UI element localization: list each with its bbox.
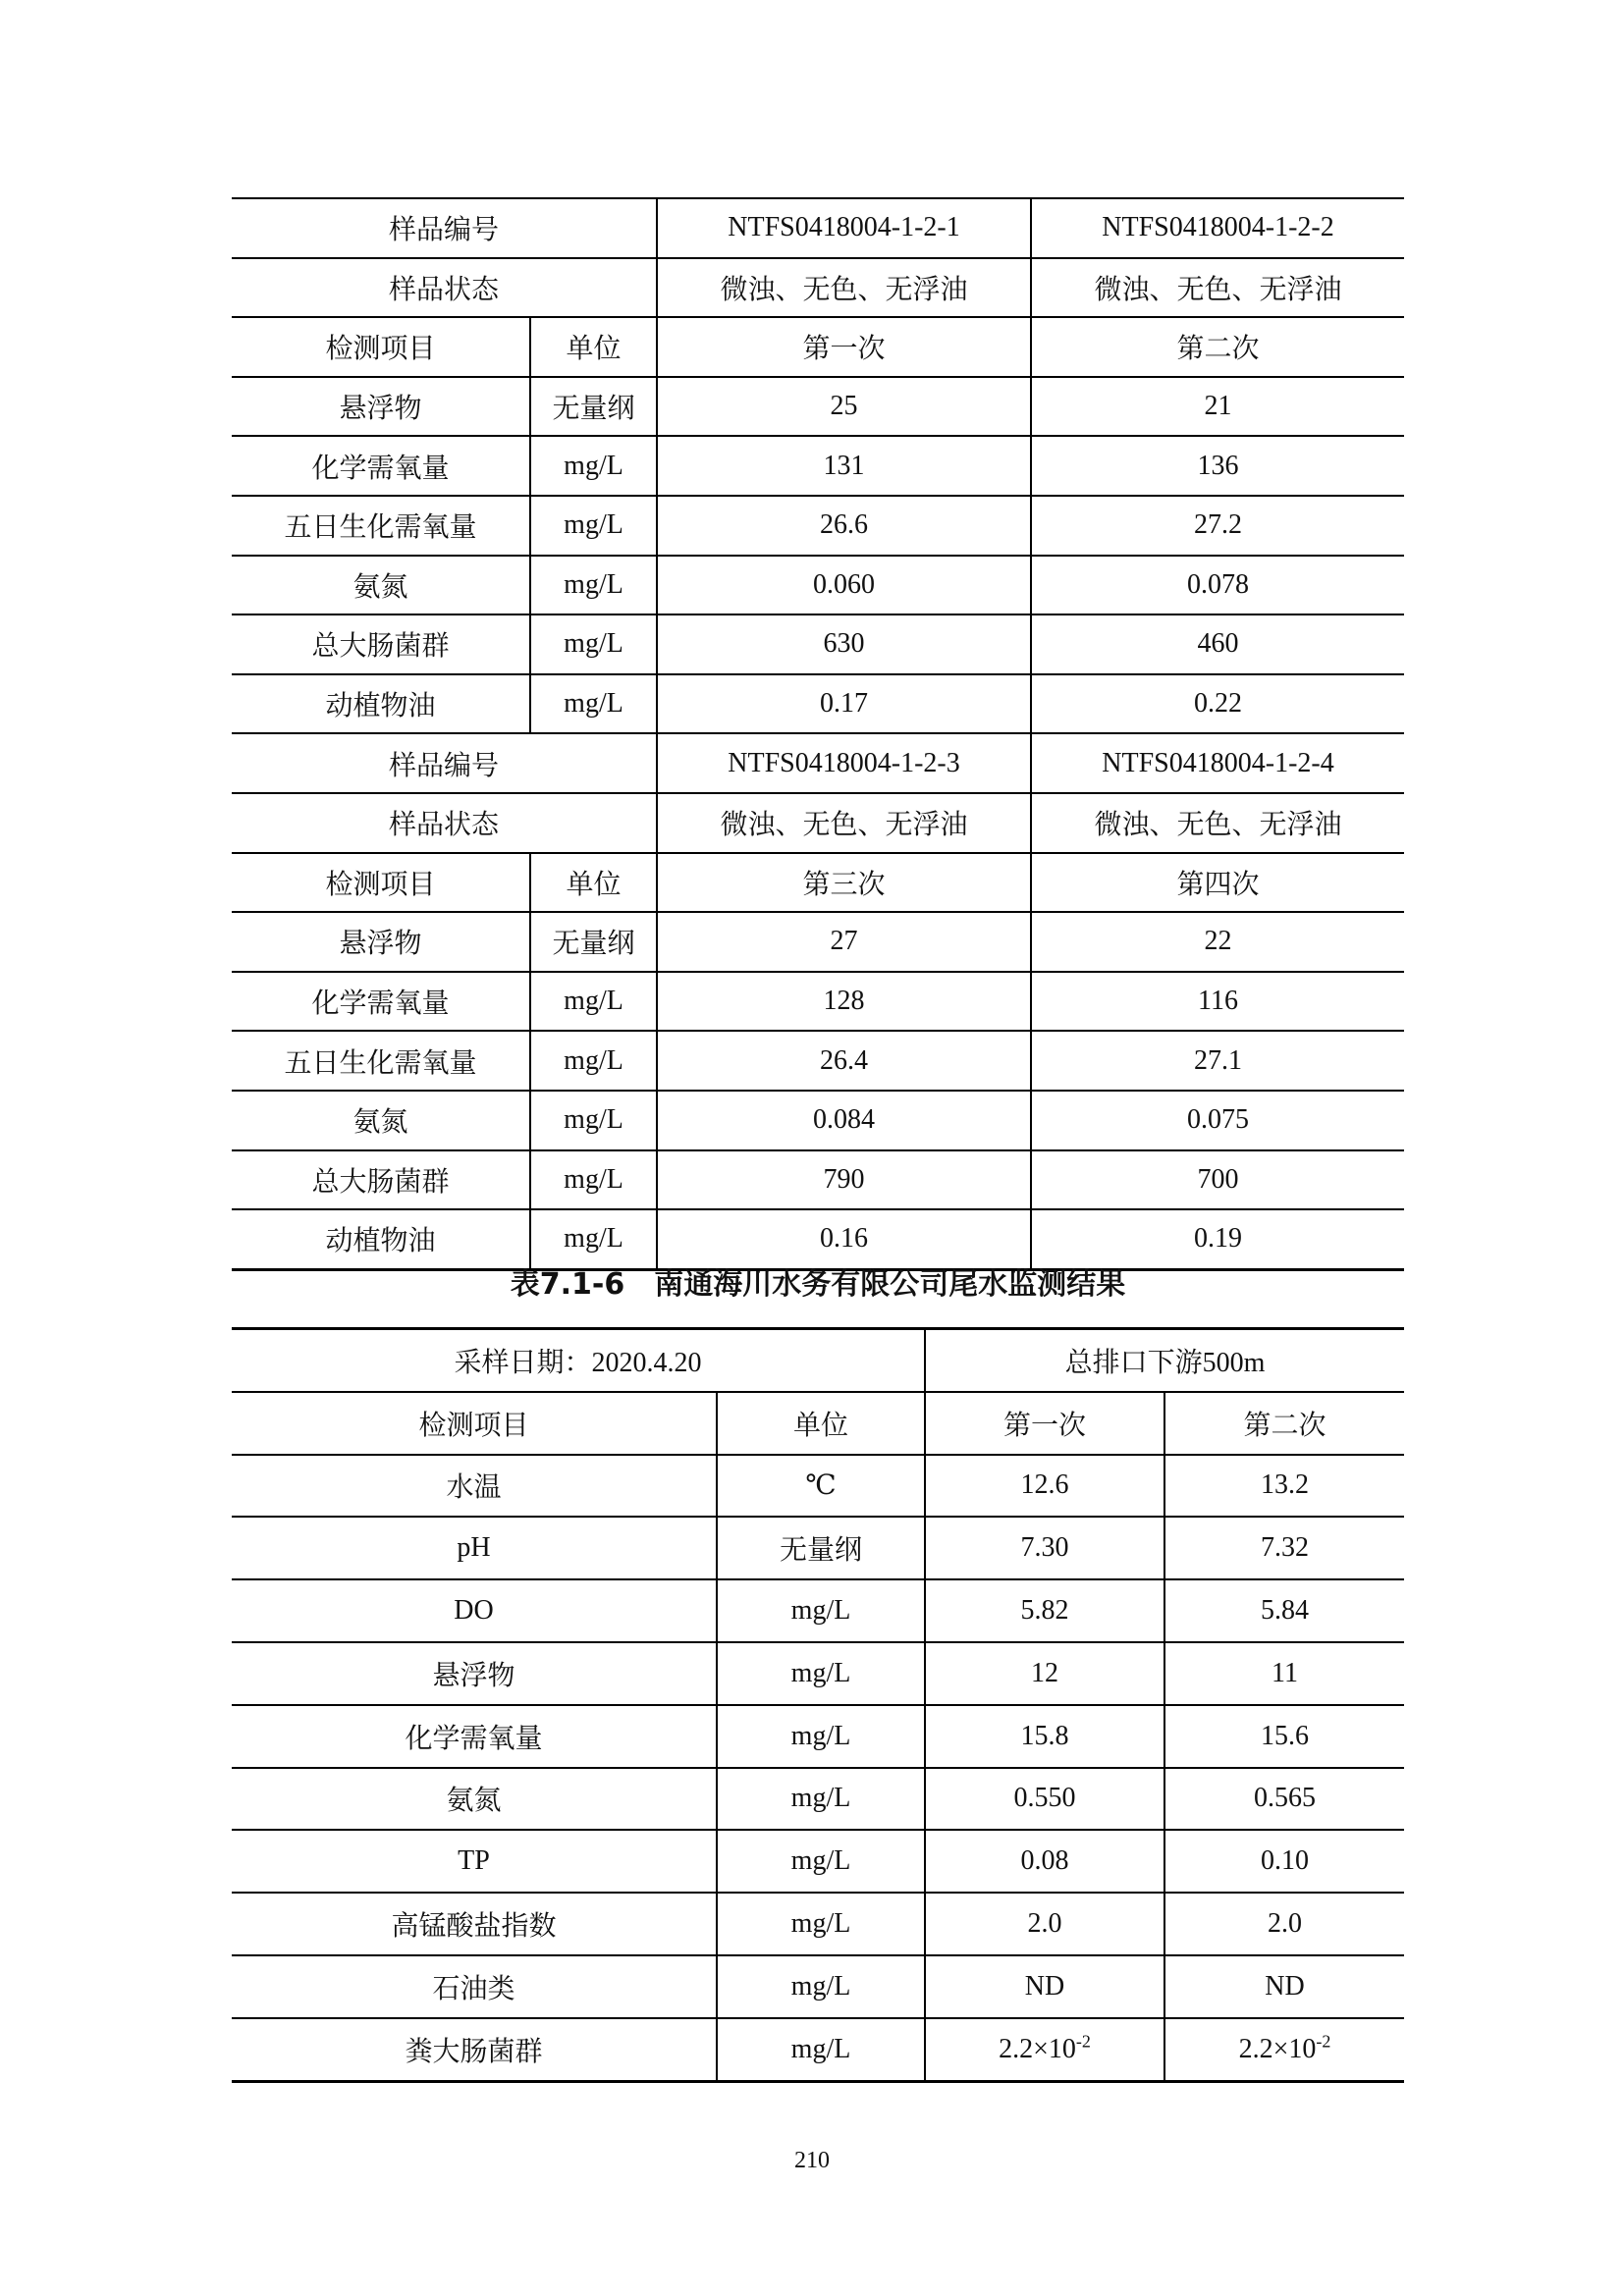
value-cell: 26.6 bbox=[657, 496, 1031, 556]
value-cell: 460 bbox=[1031, 614, 1404, 674]
unit-cell: mg/L bbox=[530, 436, 657, 496]
item-cell: 氨氮 bbox=[232, 1768, 717, 1831]
sample-id-cell: NTFS0418004-1-2-3 bbox=[657, 733, 1031, 793]
header-col: 第四次 bbox=[1031, 853, 1404, 913]
value-cell: 11 bbox=[1164, 1642, 1404, 1705]
unit-cell: mg/L bbox=[530, 614, 657, 674]
value-exponent: -2 bbox=[1075, 2031, 1091, 2052]
value-cell: 0.16 bbox=[657, 1209, 1031, 1269]
value-cell: 0.08 bbox=[925, 1830, 1164, 1893]
item-cell: 五日生化需氧量 bbox=[232, 1031, 530, 1091]
unit-cell: mg/L bbox=[530, 1150, 657, 1210]
sample-state-cell: 微浊、无色、无浮油 bbox=[1031, 793, 1404, 853]
item-cell: 粪大肠菌群 bbox=[232, 2018, 717, 2081]
sample-state-label: 样品状态 bbox=[232, 793, 657, 853]
header-col: 第一次 bbox=[925, 1392, 1164, 1455]
item-cell: 化学需氧量 bbox=[232, 436, 530, 496]
value-cell: 27 bbox=[657, 912, 1031, 972]
table-row bbox=[232, 1150, 1404, 1210]
value-cell: 630 bbox=[657, 614, 1031, 674]
item-cell: 高锰酸盐指数 bbox=[232, 1893, 717, 1955]
unit-cell: mg/L bbox=[530, 1091, 657, 1150]
value-base: 2.2×10 bbox=[1238, 2033, 1317, 2064]
value-cell: ND bbox=[925, 1955, 1164, 2018]
sampling-info-row bbox=[232, 1329, 1404, 1392]
item-cell: 悬浮物 bbox=[232, 377, 530, 437]
item-cell: 总大肠菌群 bbox=[232, 614, 530, 674]
value-cell: ND bbox=[1164, 1955, 1404, 2018]
unit-cell: mg/L bbox=[717, 1642, 925, 1705]
table-row bbox=[232, 1642, 1404, 1705]
value-cell: 2.0 bbox=[925, 1893, 1164, 1955]
header-col: 第三次 bbox=[657, 853, 1031, 913]
value-cell: 136 bbox=[1031, 436, 1404, 496]
header-col: 第二次 bbox=[1031, 317, 1404, 377]
table-row bbox=[232, 1091, 1404, 1150]
item-cell: 悬浮物 bbox=[232, 1642, 717, 1705]
unit-cell: mg/L bbox=[717, 1830, 925, 1893]
tailwater-monitoring-table bbox=[232, 1327, 1404, 2083]
table-row bbox=[232, 1768, 1404, 1831]
item-cell: 动植物油 bbox=[232, 1209, 530, 1269]
header-col: 第一次 bbox=[657, 317, 1031, 377]
sample-state-row bbox=[232, 258, 1404, 318]
value-cell: 12 bbox=[925, 1642, 1164, 1705]
page-number: 210 bbox=[794, 2148, 830, 2173]
header-item: 检测项目 bbox=[232, 317, 530, 377]
item-cell: 石油类 bbox=[232, 1955, 717, 2018]
value-cell: 26.4 bbox=[657, 1031, 1031, 1091]
item-cell: 总大肠菌群 bbox=[232, 1150, 530, 1210]
sample-id-row bbox=[232, 733, 1404, 793]
item-cell: 悬浮物 bbox=[232, 912, 530, 972]
unit-cell: ℃ bbox=[717, 1455, 925, 1518]
table-row bbox=[232, 2018, 1404, 2081]
sample-state-label: 样品状态 bbox=[232, 258, 657, 318]
unit-cell: mg/L bbox=[717, 1955, 925, 2018]
value-cell: 0.19 bbox=[1031, 1209, 1404, 1269]
sampling-date: 采样日期：2020.4.20 bbox=[454, 1347, 702, 1378]
value-cell: 0.075 bbox=[1031, 1091, 1404, 1150]
value-cell: 128 bbox=[657, 972, 1031, 1032]
item-cell: 水温 bbox=[232, 1455, 717, 1518]
header-unit: 单位 bbox=[530, 317, 657, 377]
value-cell: 21 bbox=[1031, 377, 1404, 437]
value-cell: 25 bbox=[657, 377, 1031, 437]
unit-cell: 无量纲 bbox=[530, 912, 657, 972]
value-cell: 0.22 bbox=[1031, 674, 1404, 734]
header-unit: 单位 bbox=[530, 853, 657, 913]
header-item: 检测项目 bbox=[232, 853, 530, 913]
table-row bbox=[232, 556, 1404, 615]
sample-state-cell: 微浊、无色、无浮油 bbox=[1031, 258, 1404, 318]
item-cell: TP bbox=[232, 1830, 717, 1893]
unit-cell: mg/L bbox=[530, 972, 657, 1032]
table-row bbox=[232, 496, 1404, 556]
unit-cell: 无量纲 bbox=[530, 377, 657, 437]
unit-cell: mg/L bbox=[717, 1768, 925, 1831]
unit-cell: mg/L bbox=[530, 556, 657, 615]
table-row bbox=[232, 912, 1404, 972]
item-cell: 氨氮 bbox=[232, 556, 530, 615]
item-cell: 五日生化需氧量 bbox=[232, 496, 530, 556]
value-cell: 7.30 bbox=[925, 1517, 1164, 1579]
table-row bbox=[232, 1705, 1404, 1768]
table-row bbox=[232, 1517, 1404, 1579]
table-row bbox=[232, 674, 1404, 734]
header-row bbox=[232, 853, 1404, 913]
value-cell: 27.1 bbox=[1031, 1031, 1404, 1091]
item-cell: DO bbox=[232, 1579, 717, 1642]
sample-no-label: 样品编号 bbox=[232, 733, 657, 793]
unit-cell: 无量纲 bbox=[717, 1517, 925, 1579]
sampling-location: 总排口下游500m bbox=[925, 1329, 1404, 1392]
table-row bbox=[232, 436, 1404, 496]
sample-id-cell: NTFS0418004-1-2-4 bbox=[1031, 733, 1404, 793]
table-row bbox=[232, 1955, 1404, 2018]
value-cell: 27.2 bbox=[1031, 496, 1404, 556]
unit-cell: mg/L bbox=[717, 1893, 925, 1955]
item-cell: pH bbox=[232, 1517, 717, 1579]
sample-no-label: 样品编号 bbox=[389, 215, 500, 246]
value-exponent: -2 bbox=[1316, 2031, 1331, 2052]
value-cell: 15.6 bbox=[1164, 1705, 1404, 1768]
value-cell: 0.084 bbox=[657, 1091, 1031, 1150]
value-cell: 116 bbox=[1031, 972, 1404, 1032]
value-cell bbox=[925, 2018, 1164, 2081]
unit-cell: mg/L bbox=[717, 1705, 925, 1768]
sample-id-row bbox=[232, 198, 1404, 258]
table-row bbox=[232, 614, 1404, 674]
table-row bbox=[232, 1455, 1404, 1518]
item-cell: 化学需氧量 bbox=[232, 1705, 717, 1768]
unit-cell: mg/L bbox=[530, 496, 657, 556]
value-cell: 5.82 bbox=[925, 1579, 1164, 1642]
value-cell: 700 bbox=[1031, 1150, 1404, 1210]
value-cell: 5.84 bbox=[1164, 1579, 1404, 1642]
unit-cell: mg/L bbox=[717, 2018, 925, 2081]
header-item: 检测项目 bbox=[232, 1392, 717, 1455]
value-cell: 12.6 bbox=[925, 1455, 1164, 1518]
value-cell: 0.10 bbox=[1164, 1830, 1404, 1893]
value-cell: 22 bbox=[1031, 912, 1404, 972]
item-cell: 氨氮 bbox=[232, 1091, 530, 1150]
value-cell: 790 bbox=[657, 1150, 1031, 1210]
value-cell: 0.550 bbox=[925, 1768, 1164, 1831]
water-quality-table-1 bbox=[232, 197, 1404, 1271]
sample-id-cell: NTFS0418004-1-2-2 bbox=[1031, 198, 1404, 258]
value-cell: 0.17 bbox=[657, 674, 1031, 734]
header-row bbox=[232, 1392, 1404, 1455]
item-cell: 动植物油 bbox=[232, 674, 530, 734]
table-row bbox=[232, 377, 1404, 437]
unit-cell: mg/L bbox=[530, 1209, 657, 1269]
value-cell: 7.32 bbox=[1164, 1517, 1404, 1579]
value-cell: 0.565 bbox=[1164, 1768, 1404, 1831]
unit-cell: mg/L bbox=[717, 1579, 925, 1642]
value-cell: 13.2 bbox=[1164, 1455, 1404, 1518]
item-cell: 化学需氧量 bbox=[232, 972, 530, 1032]
value-cell: 2.0 bbox=[1164, 1893, 1404, 1955]
header-col: 第二次 bbox=[1164, 1392, 1404, 1455]
sample-state-cell: 微浊、无色、无浮油 bbox=[657, 258, 1031, 318]
unit-cell: mg/L bbox=[530, 674, 657, 734]
value-cell: 0.078 bbox=[1031, 556, 1404, 615]
value-base: 2.2×10 bbox=[999, 2033, 1076, 2064]
table-row bbox=[232, 972, 1404, 1032]
table-row bbox=[232, 1031, 1404, 1091]
table-row bbox=[232, 1830, 1404, 1893]
sample-state-cell: 微浊、无色、无浮油 bbox=[657, 793, 1031, 853]
value-cell: 15.8 bbox=[925, 1705, 1164, 1768]
sample-state-row bbox=[232, 793, 1404, 853]
table-row bbox=[232, 1893, 1404, 1955]
unit-cell: mg/L bbox=[530, 1031, 657, 1091]
sample-id-cell: NTFS0418004-1-2-1 bbox=[657, 198, 1031, 258]
table-row bbox=[232, 1579, 1404, 1642]
table-caption: 表7.1-6 南通海川水务有限公司尾水监测结果 bbox=[510, 1267, 1126, 1302]
header-row bbox=[232, 317, 1404, 377]
value-cell: 0.060 bbox=[657, 556, 1031, 615]
value-cell bbox=[1164, 2018, 1404, 2081]
value-cell: 131 bbox=[657, 436, 1031, 496]
header-unit: 单位 bbox=[717, 1392, 925, 1455]
